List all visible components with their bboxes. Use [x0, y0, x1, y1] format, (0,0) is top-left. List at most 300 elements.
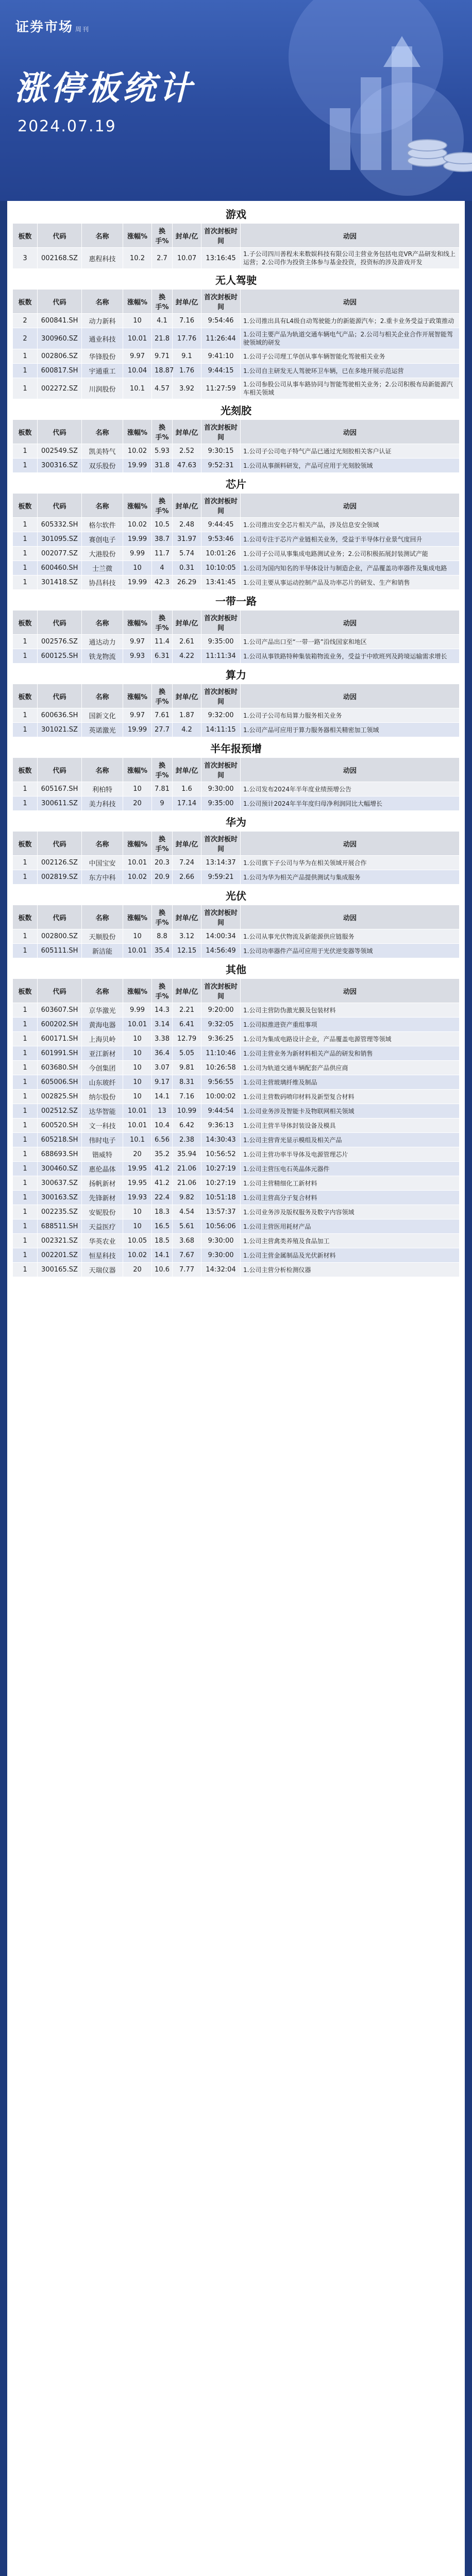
table-cell: 4.2: [173, 723, 201, 737]
reason-cell: 1.公司为华为相关产品提供测试与集成服务: [241, 870, 460, 885]
table-cell: 1: [13, 1061, 38, 1075]
table-cell: 士兰微: [82, 561, 123, 575]
column-header: 代码: [38, 611, 82, 635]
column-header: 代码: [38, 905, 82, 929]
table-row: [13, 459, 460, 473]
table-cell: 10.99: [173, 1104, 201, 1118]
table-row: [13, 1162, 460, 1176]
table-cell: 1: [13, 1234, 38, 1248]
table-cell: 10.02: [123, 1248, 152, 1263]
table-cell: 京华激光: [82, 1003, 123, 1018]
table-cell: 山东玻纤: [82, 1075, 123, 1090]
table-cell: 3.92: [173, 378, 201, 399]
table-cell: 002825.SH: [38, 1090, 82, 1104]
table-cell: 9:44:15: [201, 364, 241, 378]
table-cell: 天瑞仪器: [82, 1263, 123, 1277]
table-cell: 10: [123, 1061, 152, 1075]
table-cell: 11.7: [152, 547, 173, 561]
table-cell: 002077.SZ: [38, 547, 82, 561]
table-cell: 35.4: [152, 944, 173, 958]
section-title: 光刻胶: [221, 404, 251, 417]
reason-cell: 1.子公司四川善程未来数娱科技有限公司主营业务包括电竞VR产品研发和线上运营；2.公司作为投资主体参与基金投资，投资标的涉及游戏开发: [241, 248, 460, 269]
decor-bar: [361, 77, 381, 170]
table-row: [13, 532, 460, 547]
table-cell: 6.31: [152, 649, 173, 664]
section-1: [12, 269, 460, 399]
table-header-row: [13, 290, 460, 314]
table-cell: 7.16: [173, 314, 201, 328]
table-cell: 英诺激光: [82, 723, 123, 737]
column-header: 首次封板时间: [201, 224, 241, 248]
table-header-row: [13, 979, 460, 1003]
column-header: 换手%: [152, 979, 173, 1003]
column-header: 代码: [38, 290, 82, 314]
table-row: [13, 547, 460, 561]
table-cell: 14.1: [152, 1248, 173, 1263]
table-cell: 3.14: [152, 1018, 173, 1032]
table-cell: 9:36:25: [201, 1032, 241, 1046]
reason-cell: 1.公司主营医用耗材产品: [241, 1219, 460, 1234]
table-header-row: [13, 684, 460, 708]
stock-table: [12, 757, 460, 811]
table-cell: 11:10:46: [201, 1046, 241, 1061]
table-cell: 协昌科技: [82, 575, 123, 590]
stock-table: [12, 419, 460, 473]
page-date: 2024.07.19: [18, 117, 116, 135]
column-header: 换手%: [152, 758, 173, 782]
stock-table: [12, 831, 460, 885]
table-header-row: [13, 494, 460, 518]
table-cell: 6.41: [173, 1018, 201, 1032]
table-cell: 19.93: [123, 1191, 152, 1205]
reason-cell: 1.公司业务涉及智能卡及物联网相关领域: [241, 1104, 460, 1118]
reason-cell: 1.公司预计2024年半年度归母净利润同比大幅增长: [241, 796, 460, 811]
column-header: 名称: [82, 494, 123, 518]
table-header-row: [13, 758, 460, 782]
table-cell: 10.01: [123, 1118, 152, 1133]
column-header: 代码: [38, 224, 82, 248]
stock-table: [12, 978, 460, 1277]
reason-cell: 1.公司推出具有L4级自动驾驶能力的新能源汽车；2.重卡业务受益于政策推动: [241, 314, 460, 328]
table-cell: 20: [123, 1147, 152, 1162]
table-cell: 美力科技: [82, 796, 123, 811]
column-header: 封单/亿: [173, 224, 201, 248]
section-6: [12, 737, 460, 811]
table-row: [13, 364, 460, 378]
table-cell: 600202.SH: [38, 1018, 82, 1032]
column-header: 涨幅%: [123, 979, 152, 1003]
column-header: 首次封板时间: [201, 684, 241, 708]
column-header: 首次封板时间: [201, 420, 241, 444]
table-cell: 7.16: [173, 1090, 201, 1104]
brand-name: 证券市场: [15, 20, 74, 35]
table-cell: 10:01:26: [201, 547, 241, 561]
reason-cell: 1.公司产品出口至“一带一路”沿线国家和地区: [241, 635, 460, 649]
table-cell: 1: [13, 1133, 38, 1147]
table-cell: 301021.SZ: [38, 723, 82, 737]
table-cell: 10:26:58: [201, 1061, 241, 1075]
reason-cell: 1.公司主要从事运动控制产品及功率芯片的研发、生产和销售: [241, 575, 460, 590]
reason-cell: 1.公司子公司电子特气产品已通过光刻胶相关客户认证: [241, 444, 460, 459]
table-cell: 1: [13, 723, 38, 737]
section-9: [12, 958, 460, 1277]
table-cell: 14:56:49: [201, 944, 241, 958]
table-cell: 9.1: [173, 349, 201, 364]
table-cell: 华英农业: [82, 1234, 123, 1248]
table-cell: 605006.SH: [38, 1075, 82, 1090]
column-header: 名称: [82, 290, 123, 314]
table-cell: 1: [13, 796, 38, 811]
table-row: [13, 444, 460, 459]
reason-cell: 1.公司子公司理工华创从事车辆智能化驾驶相关业务: [241, 349, 460, 364]
table-cell: 41.2: [152, 1176, 173, 1191]
table-cell: 先锋新材: [82, 1191, 123, 1205]
table-cell: 002549.SZ: [38, 444, 82, 459]
column-header: 板数: [13, 224, 38, 248]
column-header: 动因: [241, 420, 460, 444]
table-cell: 扬帆新材: [82, 1176, 123, 1191]
column-header: 涨幅%: [123, 290, 152, 314]
reason-cell: 1.公司从事铁路特种集装箱物流业务，受益于中欧班列及跨境运输需求增长: [241, 649, 460, 664]
column-header: 代码: [38, 684, 82, 708]
table-cell: 9: [152, 796, 173, 811]
table-cell: 1: [13, 1263, 38, 1277]
reason-cell: 1.公司主营背光显示模组及相关产品: [241, 1133, 460, 1147]
table-cell: 31.97: [173, 532, 201, 547]
column-header: 换手%: [152, 290, 173, 314]
table-header-row: [13, 420, 460, 444]
column-header: 动因: [241, 905, 460, 929]
stock-table: [12, 223, 460, 269]
table-cell: 1: [13, 649, 38, 664]
table-cell: 38.7: [152, 532, 173, 547]
table-cell: 5.93: [152, 444, 173, 459]
table-cell: 11:27:59: [201, 378, 241, 399]
table-cell: 10: [123, 1075, 152, 1090]
table-cell: 1: [13, 1162, 38, 1176]
section-title: 半年报预增: [210, 742, 262, 755]
table-cell: 19.95: [123, 1176, 152, 1191]
table-row: [13, 1118, 460, 1133]
table-cell: 9:53:46: [201, 532, 241, 547]
table-row: [13, 1090, 460, 1104]
table-cell: 002800.SZ: [38, 929, 82, 944]
table-cell: 13:14:37: [201, 856, 241, 870]
table-cell: 1: [13, 635, 38, 649]
table-cell: 1: [13, 575, 38, 590]
table-cell: 10: [123, 782, 152, 796]
table-cell: 1: [13, 561, 38, 575]
column-header: 板数: [13, 905, 38, 929]
table-cell: 14.3: [152, 1003, 173, 1018]
table-cell: 14:32:04: [201, 1263, 241, 1277]
column-header: 换手%: [152, 905, 173, 929]
table-cell: 川润股份: [82, 378, 123, 399]
stock-table: [12, 610, 460, 664]
section-title: 无人驾驶: [215, 274, 257, 286]
section-5: [12, 664, 460, 737]
table-cell: 600636.SH: [38, 708, 82, 723]
table-cell: 10: [123, 929, 152, 944]
content-panel: [7, 201, 465, 2576]
reason-cell: 1.公司主营高分子复合材料: [241, 1191, 460, 1205]
table-cell: 黄海电器: [82, 1018, 123, 1032]
reason-cell: 1.公司主营禽类养殖及食品加工: [241, 1234, 460, 1248]
table-cell: 18.87: [152, 364, 173, 378]
column-header: 动因: [241, 611, 460, 635]
reason-cell: 1.公司专注于芯片产业链相关业务，受益于半导体行业景气度回升: [241, 532, 460, 547]
table-cell: 12.15: [173, 944, 201, 958]
table-cell: 1: [13, 708, 38, 723]
table-cell: 002819.SZ: [38, 870, 82, 885]
table-cell: 21.8: [152, 328, 173, 349]
table-cell: 300163.SZ: [38, 1191, 82, 1205]
table-cell: 20.3: [152, 856, 173, 870]
table-cell: 002126.SZ: [38, 856, 82, 870]
table-cell: 7.61: [152, 708, 173, 723]
table-cell: 1: [13, 1018, 38, 1032]
table-cell: 宇通重工: [82, 364, 123, 378]
table-cell: 10.02: [123, 870, 152, 885]
table-cell: 10.02: [123, 444, 152, 459]
table-row: [13, 782, 460, 796]
section-title: 游戏: [226, 208, 246, 221]
table-cell: 601991.SH: [38, 1046, 82, 1061]
table-cell: 002512.SZ: [38, 1104, 82, 1118]
column-header: 涨幅%: [123, 494, 152, 518]
table-cell: 13:57:37: [201, 1205, 241, 1219]
table-cell: 10.1: [123, 1133, 152, 1147]
table-cell: 42.3: [152, 575, 173, 590]
table-cell: 10.07: [173, 248, 201, 269]
table-cell: 赛创电子: [82, 532, 123, 547]
table-cell: 天益医疗: [82, 1219, 123, 1234]
table-row: [13, 1234, 460, 1248]
table-cell: 9:36:13: [201, 1118, 241, 1133]
table-cell: 301095.SZ: [38, 532, 82, 547]
column-header: 涨幅%: [123, 832, 152, 856]
column-header: 换手%: [152, 224, 173, 248]
table-cell: 47.63: [173, 459, 201, 473]
table-cell: 11:11:34: [201, 649, 241, 664]
table-row: [13, 796, 460, 811]
reason-cell: 1.公司主营业务为新材料相关产品的研发和销售: [241, 1046, 460, 1061]
table-cell: 300460.SZ: [38, 1162, 82, 1176]
reason-cell: 1.公司旗下子公司与华为在相关领域开展合作: [241, 856, 460, 870]
table-cell: 9.97: [123, 349, 152, 364]
table-cell: 600171.SH: [38, 1032, 82, 1046]
reason-cell: 1.公司主营玻璃纤维及制品: [241, 1075, 460, 1090]
table-row: [13, 929, 460, 944]
table-cell: 14:11:15: [201, 723, 241, 737]
table-cell: 20.9: [152, 870, 173, 885]
table-cell: 10.5: [152, 518, 173, 532]
column-header: 代码: [38, 420, 82, 444]
table-row: [13, 1046, 460, 1061]
table-cell: 10.01: [123, 328, 152, 349]
column-header: 换手%: [152, 494, 173, 518]
table-cell: 1: [13, 1147, 38, 1162]
section-2: [12, 399, 460, 473]
table-cell: 10.4: [152, 1118, 173, 1133]
reason-cell: 1.公司主要产品为轨道交通车辆电气产品；2.公司与相关企业合作开展智能驾驶领域的研发: [241, 328, 460, 349]
column-header: 名称: [82, 611, 123, 635]
table-cell: 31.8: [152, 459, 173, 473]
table-cell: 14:30:43: [201, 1133, 241, 1147]
reason-cell: 1.公司主营半导体封装设备及模具: [241, 1118, 460, 1133]
table-cell: 21.06: [173, 1176, 201, 1191]
table-cell: 10: [123, 1090, 152, 1104]
reason-cell: 1.公司子公司布局算力服务相关业务: [241, 708, 460, 723]
table-row: [13, 314, 460, 328]
table-cell: 1: [13, 1176, 38, 1191]
table-cell: 11.4: [152, 635, 173, 649]
table-row: [13, 575, 460, 590]
table-cell: 9:44:45: [201, 518, 241, 532]
table-cell: 9.17: [152, 1075, 173, 1090]
table-cell: 9:30:00: [201, 1234, 241, 1248]
table-cell: 伟时电子: [82, 1133, 123, 1147]
table-cell: 600841.SH: [38, 314, 82, 328]
table-cell: 1: [13, 1032, 38, 1046]
table-cell: 7.24: [173, 856, 201, 870]
column-header: 封单/亿: [173, 832, 201, 856]
table-row: [13, 328, 460, 349]
table-cell: 18.3: [152, 1205, 173, 1219]
table-cell: 10.6: [152, 1263, 173, 1277]
column-header: 名称: [82, 684, 123, 708]
table-cell: 凯美特气: [82, 444, 123, 459]
column-header: 涨幅%: [123, 905, 152, 929]
reason-cell: 1.公司主营防伪激光膜及包装材料: [241, 1003, 460, 1018]
table-cell: 1: [13, 532, 38, 547]
stock-table: [12, 905, 460, 958]
table-cell: 1: [13, 1046, 38, 1061]
column-header: 首次封板时间: [201, 905, 241, 929]
table-cell: 13: [152, 1104, 173, 1118]
table-cell: 3: [13, 248, 38, 269]
table-cell: 1: [13, 518, 38, 532]
table-cell: 605218.SH: [38, 1133, 82, 1147]
table-header-row: [13, 832, 460, 856]
reason-cell: 1.公司拟推进资产重组事项: [241, 1018, 460, 1032]
table-cell: 6.42: [173, 1118, 201, 1133]
decor-bar: [330, 108, 350, 170]
table-cell: 动力新科: [82, 314, 123, 328]
column-header: 代码: [38, 494, 82, 518]
table-cell: 恒星科技: [82, 1248, 123, 1263]
column-header: 换手%: [152, 684, 173, 708]
column-header: 封单/亿: [173, 684, 201, 708]
column-header: 首次封板时间: [201, 832, 241, 856]
reason-cell: 1.公司主营金属制品及光伏新材料: [241, 1248, 460, 1263]
table-cell: 41.2: [152, 1162, 173, 1176]
column-header: 动因: [241, 224, 460, 248]
arrow-up-icon: [383, 36, 420, 67]
table-cell: 1.6: [173, 782, 201, 796]
table-cell: 9:30:15: [201, 444, 241, 459]
table-cell: 2: [13, 314, 38, 328]
column-header: 首次封板时间: [201, 290, 241, 314]
table-cell: 19.99: [123, 459, 152, 473]
table-cell: 600817.SH: [38, 364, 82, 378]
table-cell: 6.56: [152, 1133, 173, 1147]
table-cell: 1: [13, 1219, 38, 1234]
table-cell: 22.4: [152, 1191, 173, 1205]
table-cell: 9.93: [123, 649, 152, 664]
column-header: 涨幅%: [123, 684, 152, 708]
column-header: 封单/亿: [173, 979, 201, 1003]
coin-icon: [407, 139, 447, 151]
table-cell: 1: [13, 782, 38, 796]
table-cell: 3.07: [152, 1061, 173, 1075]
table-row: [13, 1104, 460, 1118]
stock-table: [12, 684, 460, 737]
table-cell: 7.81: [152, 782, 173, 796]
section-title: 一带一路: [215, 595, 257, 607]
table-cell: 19.95: [123, 1162, 152, 1176]
reason-cell: 1.公司子公司从事集成电路测试业务；2.公司积极拓展封装测试产能: [241, 547, 460, 561]
table-cell: 1: [13, 1003, 38, 1018]
column-header: 涨幅%: [123, 611, 152, 635]
table-cell: 002806.SZ: [38, 349, 82, 364]
column-header: 板数: [13, 758, 38, 782]
table-cell: 605332.SH: [38, 518, 82, 532]
table-cell: 亚江新材: [82, 1046, 123, 1061]
table-cell: 10:10:05: [201, 561, 241, 575]
table-row: [13, 1191, 460, 1205]
table-cell: 17.14: [173, 796, 201, 811]
table-cell: 9:54:46: [201, 314, 241, 328]
reason-cell: 1.公司主营压电石英晶体元器件: [241, 1162, 460, 1176]
table-cell: 5.61: [173, 1219, 201, 1234]
reason-cell: 1.公司为轨道交通车辆配套产品供应商: [241, 1061, 460, 1075]
table-cell: 14:00:34: [201, 929, 241, 944]
column-header: 代码: [38, 979, 82, 1003]
table-cell: 1: [13, 459, 38, 473]
table-cell: 13:41:45: [201, 575, 241, 590]
table-cell: 1.87: [173, 708, 201, 723]
table-cell: 1: [13, 1075, 38, 1090]
table-cell: 华锋股份: [82, 349, 123, 364]
column-header: 板数: [13, 611, 38, 635]
table-cell: 今创集团: [82, 1061, 123, 1075]
table-cell: 1: [13, 378, 38, 399]
table-cell: 9:56:55: [201, 1075, 241, 1090]
table-cell: 17.76: [173, 328, 201, 349]
section-4: [12, 590, 460, 664]
table-row: [13, 378, 460, 399]
table-cell: 20: [123, 1263, 152, 1277]
column-header: 名称: [82, 420, 123, 444]
section-7: [12, 811, 460, 885]
table-cell: 1: [13, 1191, 38, 1205]
page-header: [0, 0, 472, 201]
table-header-row: [13, 611, 460, 635]
table-cell: 2: [13, 328, 38, 349]
table-cell: 2.66: [173, 870, 201, 885]
table-cell: 大港股份: [82, 547, 123, 561]
table-row: [13, 1176, 460, 1191]
table-cell: 300165.SZ: [38, 1263, 82, 1277]
reason-cell: 1.公司主营精细化工新材料: [241, 1176, 460, 1191]
table-row: [13, 1205, 460, 1219]
table-cell: 4.57: [152, 378, 173, 399]
table-cell: 2.38: [173, 1133, 201, 1147]
table-cell: 9.97: [123, 708, 152, 723]
table-header-row: [13, 905, 460, 929]
table-cell: 文一科技: [82, 1118, 123, 1133]
